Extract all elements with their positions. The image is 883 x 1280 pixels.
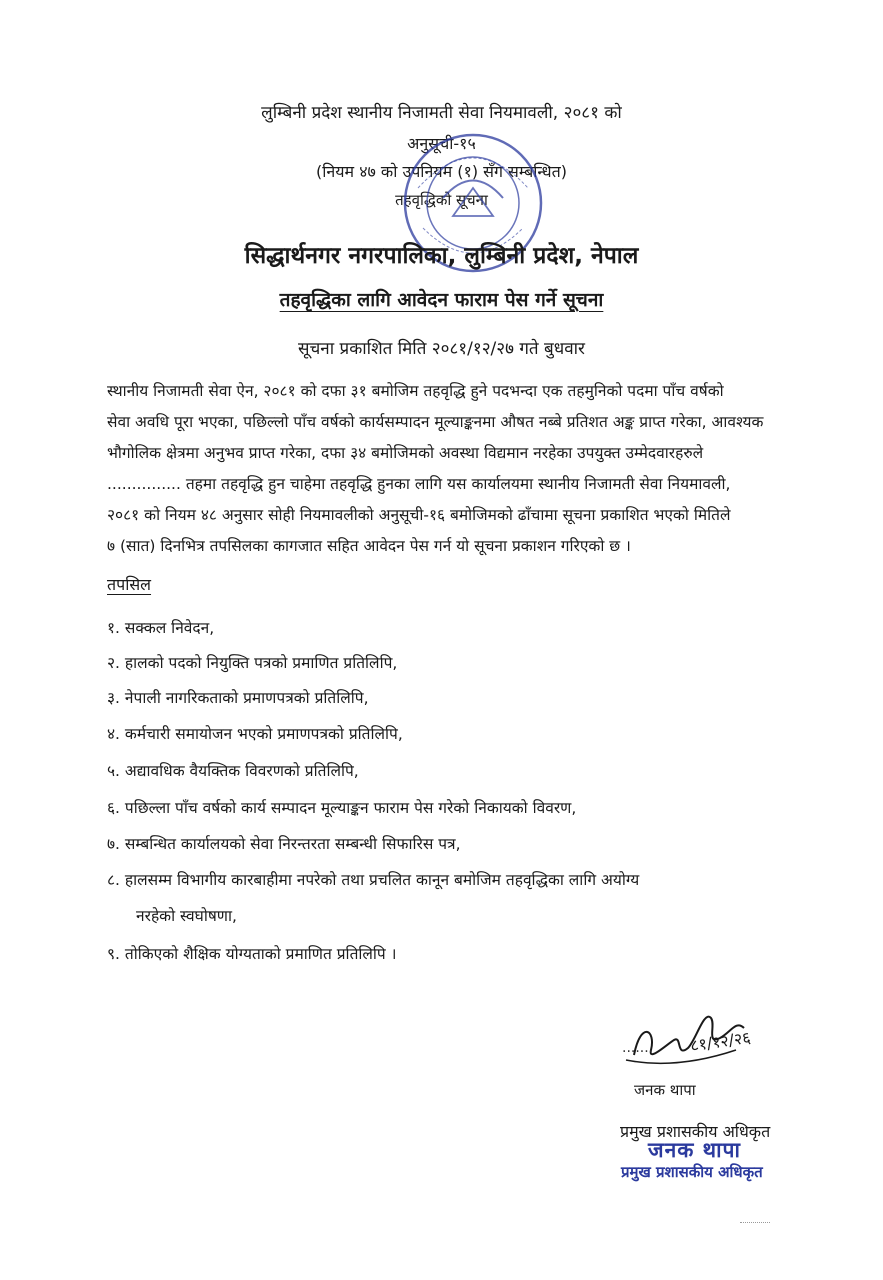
rule-reference: (नियम ४७ को उपनियम (१) सँग सम्बन्धित): [316, 162, 567, 181]
list-item-continuation: नरहेको स्वघोषणा,: [136, 907, 237, 925]
list-item: ३. नेपाली नागरिकताको प्रमाणपत्रको प्रतिलिपि,: [107, 689, 369, 707]
list-item: ५. अद्यावधिक वैयक्तिक विवरणको प्रतिलिपि,: [107, 762, 359, 780]
body-line: सेवा अवधि पूरा भएका, पछिल्लो पाँच वर्षको कार्यसम्पादन मूल्याङ्कनमा औषत नब्बे प्रतिशत अङ्क प्राप्त गरेका, आवश्यक: [107, 413, 764, 431]
schedule-heading: अनुसूची-१५: [407, 134, 476, 153]
list-item: ७. सम्बन्धित कार्यालयको सेवा निरन्तरता सम्बन्धी सिफारिस पत्र,: [107, 835, 461, 853]
regulation-heading: लुम्बिनी प्रदेश स्थानीय निजामती सेवा नियमावली, २०८१ को: [261, 103, 622, 123]
page-speck: [740, 1222, 770, 1225]
signature-date: ८१/१२/२६: [689, 1027, 752, 1056]
stamp-title: प्रमुख प्रशासकीय अधिकृत: [621, 1163, 763, 1181]
published-date: सूचना प्रकाशित मिति २०८१/१२/२७ गते बुधवार: [298, 339, 585, 359]
body-line: २०८१ को नियम ४८ अनुसार सोही नियमावलीको अनुसूची-१६ बमोजिमको ढाँचामा सूचना प्रकाशित भएको मितिले: [107, 506, 731, 524]
list-item: ९. तोकिएको शैक्षिक योग्यताको प्रमाणित प्रतिलिपि ।: [107, 945, 397, 963]
stamp-name: जनक थापा: [648, 1138, 741, 1162]
tapasil-heading: तपसिल: [107, 575, 152, 594]
body-line: ............... तहमा तहवृद्धि हुन चाहेमा तहवृद्धि हुनका लागि यस कार्यालयमा स्थानीय निजामती सेवा नियमावली,: [107, 475, 731, 493]
list-item: ८. हालसम्म विभागीय कारबाहीमा नपरेको तथा प्रचलित कानून बमोजिम तहवृद्धिका लागि अयोग्य: [107, 871, 640, 889]
list-item: ४. कर्मचारी समायोजन भएको प्रमाणपत्रको प्रतिलिपि,: [107, 725, 403, 743]
signatory-name: जनक थापा: [634, 1081, 696, 1099]
notice-type-heading: तहवृद्धिको सूचना: [395, 191, 488, 209]
list-item: ६. पछिल्ला पाँच वर्षको कार्य सम्पादन मूल्याङ्कन फाराम पेस गरेको निकायको विवरण,: [107, 799, 577, 817]
signatory-title: प्रमुख प्रशासकीय अधिकृत: [620, 1122, 771, 1141]
body-line: भौगोलिक क्षेत्रमा अनुभव प्राप्त गरेका, दफा ३४ बमोजिमको अवस्था विद्यमान नरहेका उपयुक्त उम्मेदवारहरुले: [107, 444, 704, 462]
body-line: स्थानीय निजामती सेवा ऐन, २०८१ को दफा ३१ बमोजिम तहवृद्धि हुने पदभन्दा एक तहमुनिको पदमा पाँच वर्षको: [107, 382, 724, 400]
office-name: सिद्धार्थनगर नगरपालिका, लुम्बिनी प्रदेश, नेपाल: [244, 243, 639, 269]
list-item: १. सक्कल निवेदन,: [107, 619, 215, 637]
notice-subject: तहवृद्धिका लागि आवेदन फाराम पेस गर्ने सूचना: [279, 289, 604, 311]
signature-dots: .......: [622, 1040, 654, 1056]
body-line: ७ (सात) दिनभित्र तपसिलका कागजात सहित आवेदन पेस गर्न यो सूचना प्रकाशन गरिएको छ ।: [107, 537, 631, 555]
list-item: २. हालको पदको नियुक्ति पत्रको प्रमाणित प्रतिलिपि,: [107, 654, 398, 672]
